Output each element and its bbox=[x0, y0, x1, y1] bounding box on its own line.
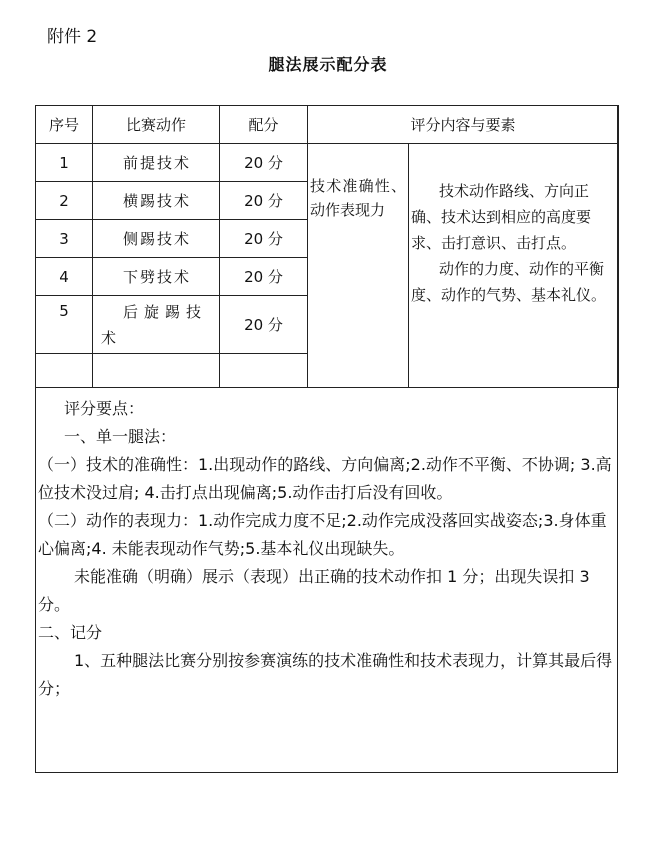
row-action: 前提技术 bbox=[93, 144, 220, 182]
row-score: 20 分 bbox=[220, 144, 308, 182]
table-header-row bbox=[36, 106, 619, 144]
row-action: 侧踢技术 bbox=[93, 220, 220, 258]
row-no: 3 bbox=[36, 220, 93, 258]
score-table bbox=[35, 105, 619, 388]
row-score: 20 分 bbox=[220, 182, 308, 220]
criteria-cell: 技术准确性、动作表现力 bbox=[308, 144, 409, 388]
requirement-2: 动作的力度、动作的平衡度、动作的气势、基本礼仪。 bbox=[411, 260, 607, 304]
requirement-1: 技术动作路线、方向正确、技术达到相应的高度要求、击打意识、击打点。 bbox=[411, 182, 592, 252]
header-action: 比赛动作 bbox=[93, 106, 220, 144]
row-score: 20 分 bbox=[220, 296, 308, 354]
row-action: 下劈技术 bbox=[93, 258, 220, 296]
scoring-rule: 1、五种腿法比赛分别按参赛演练的技术准确性和技术表现力，计算其最后得分； bbox=[38, 651, 613, 698]
document-title: 腿法展示配分表 bbox=[268, 55, 388, 74]
row-no: 2 bbox=[36, 182, 93, 220]
scoring-heading: 评分要点： bbox=[64, 399, 145, 418]
header-score: 配分 bbox=[220, 106, 308, 144]
empty-cell bbox=[220, 354, 308, 388]
deduction-rule: 未能准确（明确）展示（表现）出正确的技术动作扣 1 分；出现失误扣 3 分。 bbox=[38, 567, 590, 614]
scoring-item: （二）动作的表现力：1.动作完成力度不足;2.动作完成没落回实战姿态;3.身体重心偏离;4. 未能表现动作气势;5.基本礼仪出现缺失。 bbox=[38, 511, 607, 558]
table-row bbox=[36, 144, 619, 182]
row-score: 20 分 bbox=[220, 258, 308, 296]
header-criteria: 评分内容与要素 bbox=[308, 106, 619, 144]
row-no: 5 bbox=[36, 296, 93, 354]
row-no: 1 bbox=[36, 144, 93, 182]
row-action: 后旋踢技术 bbox=[93, 296, 220, 354]
section-heading: 二、记分 bbox=[38, 623, 103, 642]
scoring-points bbox=[38, 395, 615, 703]
scoring-item: （一）技术的准确性：1.出现动作的路线、方向偏离;2.动作不平衡、不协调; 3.高位技术没过肩; 4.击打点出现偏离;5.动作击打后没有回收。 bbox=[38, 455, 612, 502]
row-score: 20 分 bbox=[220, 220, 308, 258]
attachment-label: 附件 2 bbox=[47, 27, 98, 47]
header-no: 序号 bbox=[36, 106, 93, 144]
row-no: 4 bbox=[36, 258, 93, 296]
empty-cell bbox=[36, 354, 93, 388]
row-action: 横踢技术 bbox=[93, 182, 220, 220]
empty-cell bbox=[93, 354, 220, 388]
requirements-cell bbox=[409, 144, 619, 388]
section-heading: 一、单一腿法： bbox=[64, 427, 177, 446]
